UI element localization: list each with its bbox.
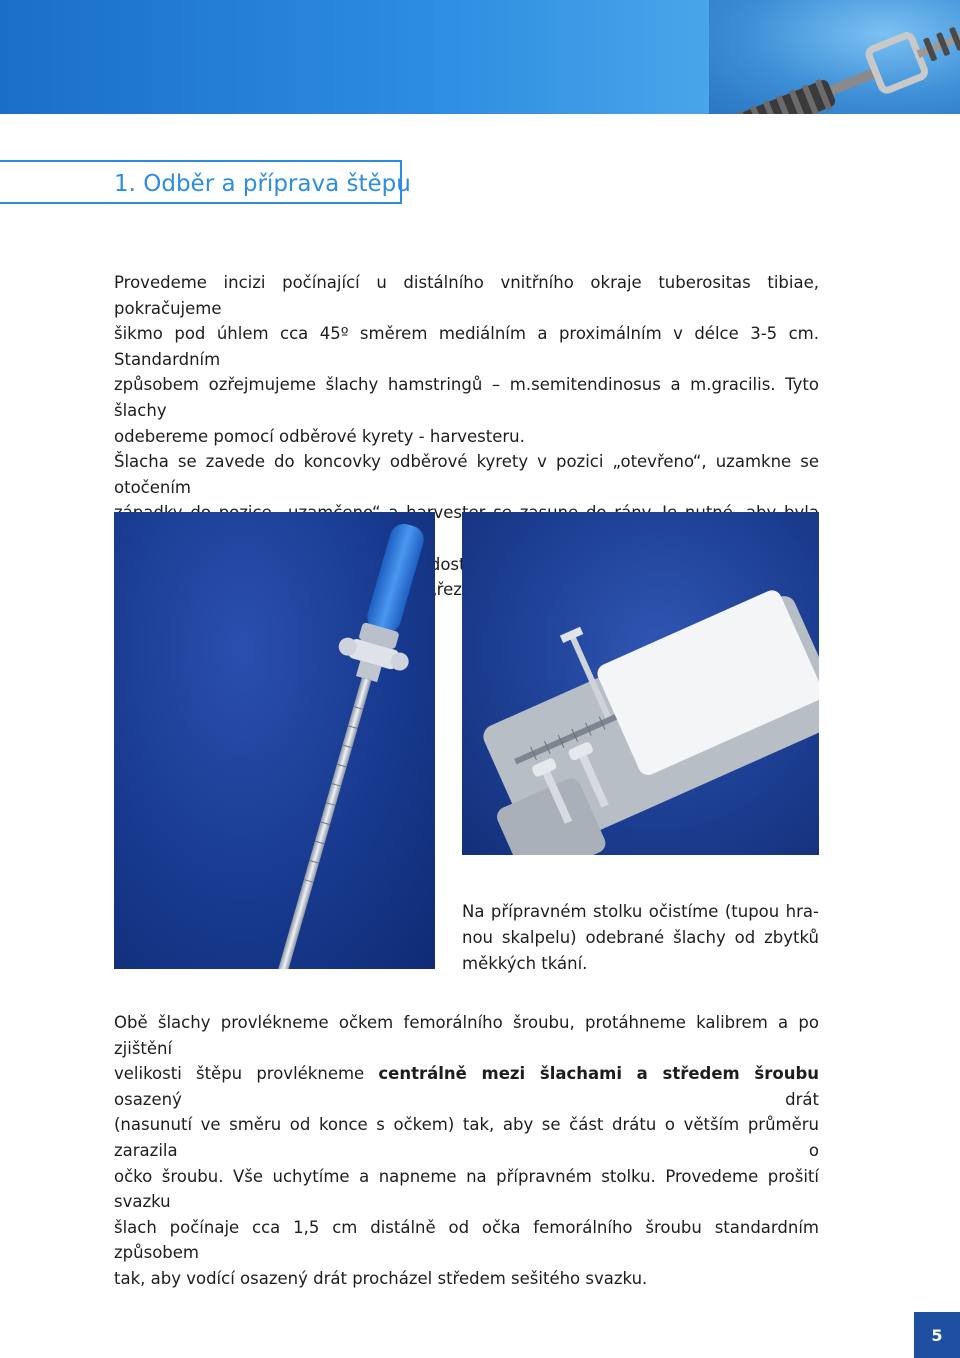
- paragraph-line: odebereme pomocí odběrové kyrety - harvesteru.: [114, 426, 525, 446]
- caption-line: nou skalpelu) odebrané šlachy od zbytků: [462, 928, 819, 947]
- paragraph-line: tak, aby vodící osazený drát procházel středem sešitého svazku.: [114, 1268, 648, 1288]
- paragraph-line: šlach počínaje cca 1,5 cm distálně od očka femorálního šroubu standardním způsobem: [114, 1217, 819, 1263]
- paragraph-line: šikmo pod úhlem cca 45º směrem mediálním a proximálním v délce 3-5 cm. Standardním: [114, 324, 819, 369]
- paragraph-line: [114, 1061, 819, 1112]
- header-screw-image: [709, 0, 960, 114]
- harvester-photo: [114, 512, 435, 969]
- caption-line: měkkých tkání.: [462, 954, 588, 973]
- paragraph-line: Provedeme incizi počínající u distálního vnitřního okraje tuberositas tibiae, pokračujeme: [114, 273, 819, 318]
- paragraph-line: (nasunutí ve směru od konce s očkem) tak, aby se část drátu o větším průměru zarazila o: [114, 1115, 819, 1160]
- section-title: 1. Odběr a příprava štěpu: [114, 171, 411, 197]
- text-run: osazený drát: [114, 1089, 819, 1109]
- preparation-table-photo: [462, 512, 819, 855]
- suturing-paragraph: [114, 1010, 819, 1292]
- paragraph-line: Šlacha se zavede do koncovky odběrové kyrety v pozici „otevřeno“, uzamkne se otočením: [114, 452, 819, 497]
- paragraph-line: „řez“.: [428, 580, 476, 600]
- text-run: velikosti štěpu provlékneme: [114, 1064, 379, 1084]
- paragraph-line: očko šroubu. Vše uchytíme a napneme na přípravném stolku. Provedeme prošití svazku: [114, 1166, 819, 1212]
- paragraph-line: harvester: [406, 503, 486, 523]
- emphasis-text: centrálně mezi šlachami a středem šroubu: [378, 1064, 820, 1084]
- caption-line: Na přípravném stolku očistíme (tupou hra-: [462, 902, 819, 921]
- page-number: 5: [914, 1312, 960, 1358]
- figure-caption: [462, 899, 819, 977]
- paragraph-line: způsobem ozřejmujeme šlachy hamstringů – m.semitendinosus a m.gracilis. Tyto šlachy: [114, 375, 819, 420]
- paragraph-line: Obě šlachy provlékneme očkem femorálního šroubu, protáhneme kalibrem a po zjištění: [114, 1013, 819, 1058]
